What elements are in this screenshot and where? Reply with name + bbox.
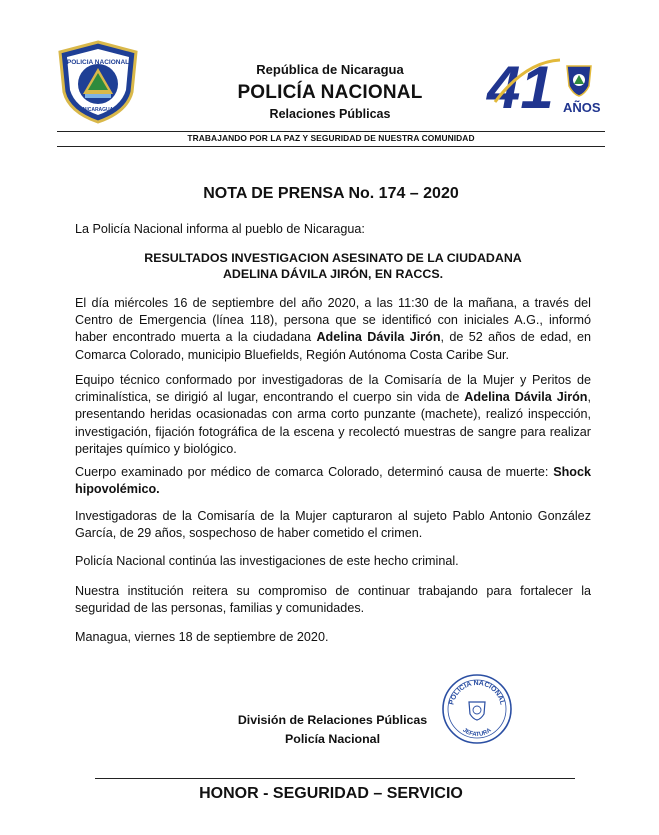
paragraph-4: Investigadoras de la Comisaría de la Mujer capturaron al sujeto Pablo Antonio González García, de 29 años, sospechoso de haber cometido el crimen. [75, 509, 591, 541]
footer-motto: HONOR - SEGURIDAD – SERVICIO [199, 785, 463, 802]
badge-text-bottom: NICARAGUA [82, 107, 114, 113]
intro-paragraph: La Policía Nacional informa al pueblo de Nicaragua: [75, 222, 365, 236]
footer-divider [95, 778, 575, 779]
badge-text-top: POLICIA NACIONAL [66, 59, 130, 66]
subheading [75, 250, 591, 282]
signature-institution: Policía Nacional [284, 731, 381, 746]
signature-block [200, 711, 465, 748]
p2-victim-name: Adelina Dávila Jirón [464, 390, 588, 405]
country-name: República de Nicaragua [256, 62, 404, 77]
p1-victim-name: Adelina Dávila Jirón [316, 330, 441, 345]
institution-name: POLICÍA NACIONAL [237, 82, 423, 103]
p1-text-c: , de 52 años de edad, en Comarca Colorado, municipio Bluefields, Región Autónoma Costa Caribe Sur. [75, 330, 591, 362]
p2-text-c: , presentando heridas ocasionadas con arma corto punzante (machete), realizó inspección, investigación, fijación fotográfica de la escena y recolectó muestras de sangre para realizar peritajes químico y biológico. [75, 390, 591, 456]
subheading-line-1: RESULTADOS INVESTIGACION ASESINATO DE LA CIUDADANA [144, 251, 522, 265]
header-divider-bottom [57, 146, 605, 147]
subheading-line-2: ADELINA DÁVILA JIRÓN, EN RACCS. [222, 267, 444, 281]
signature-division: División de Relaciones Públicas [237, 713, 428, 727]
police-badge-logo [57, 40, 139, 124]
p3-text-a: Cuerpo examinado por médico de comarca Colorado, determinó causa de muerte: [75, 465, 554, 479]
anniversary-word: AÑOS [563, 100, 601, 115]
stamp-text-bottom: JEFATURA [461, 727, 493, 739]
dateline: Managua, viernes 18 de septiembre de 2020. [75, 630, 329, 644]
header-divider-top [57, 131, 605, 132]
p3-cause-of-death: Shock hipovolémico. [75, 465, 591, 497]
p2-text-a: Equipo técnico conformado por investigadoras de la Comisaría de la Mujer y Peritos de criminalística, se dirigió al lugar, encontrando el cuerpo sin vida de [75, 373, 591, 405]
paragraph-5: Policía Nacional continúa las investigaciones de este hecho criminal. [75, 554, 459, 568]
anniversary-logo [485, 52, 615, 122]
header-motto: TRABAJANDO POR LA PAZ Y SEGURIDAD DE NUESTRA COMUNIDAD [187, 133, 475, 143]
anniversary-number: 41 [487, 54, 554, 121]
paragraph-1 [75, 295, 591, 364]
department-name: Relaciones Públicas [269, 107, 391, 121]
svg-text:JEFATURA [461, 727, 493, 738]
paragraph-2 [75, 372, 591, 458]
stamp-text-top: POLICIA NACIONAL [448, 679, 506, 706]
paragraph-3 [75, 464, 591, 498]
paragraph-6: Nuestra institución reitera su compromiso de continuar trabajando para fortalecer la seguridad de las personas, familias y comunidades. [75, 584, 591, 616]
press-release-title: NOTA DE PRENSA No. 174 – 2020 [203, 185, 459, 202]
p1-text-a: El día miércoles 16 de septiembre del año 2020, a las 11:30 de la mañana, a través del Centro de Emergencia (línea 118), persona que se identificó con iniciales A.G., informó haber encontrado muerta a la ciudadana [75, 296, 591, 345]
